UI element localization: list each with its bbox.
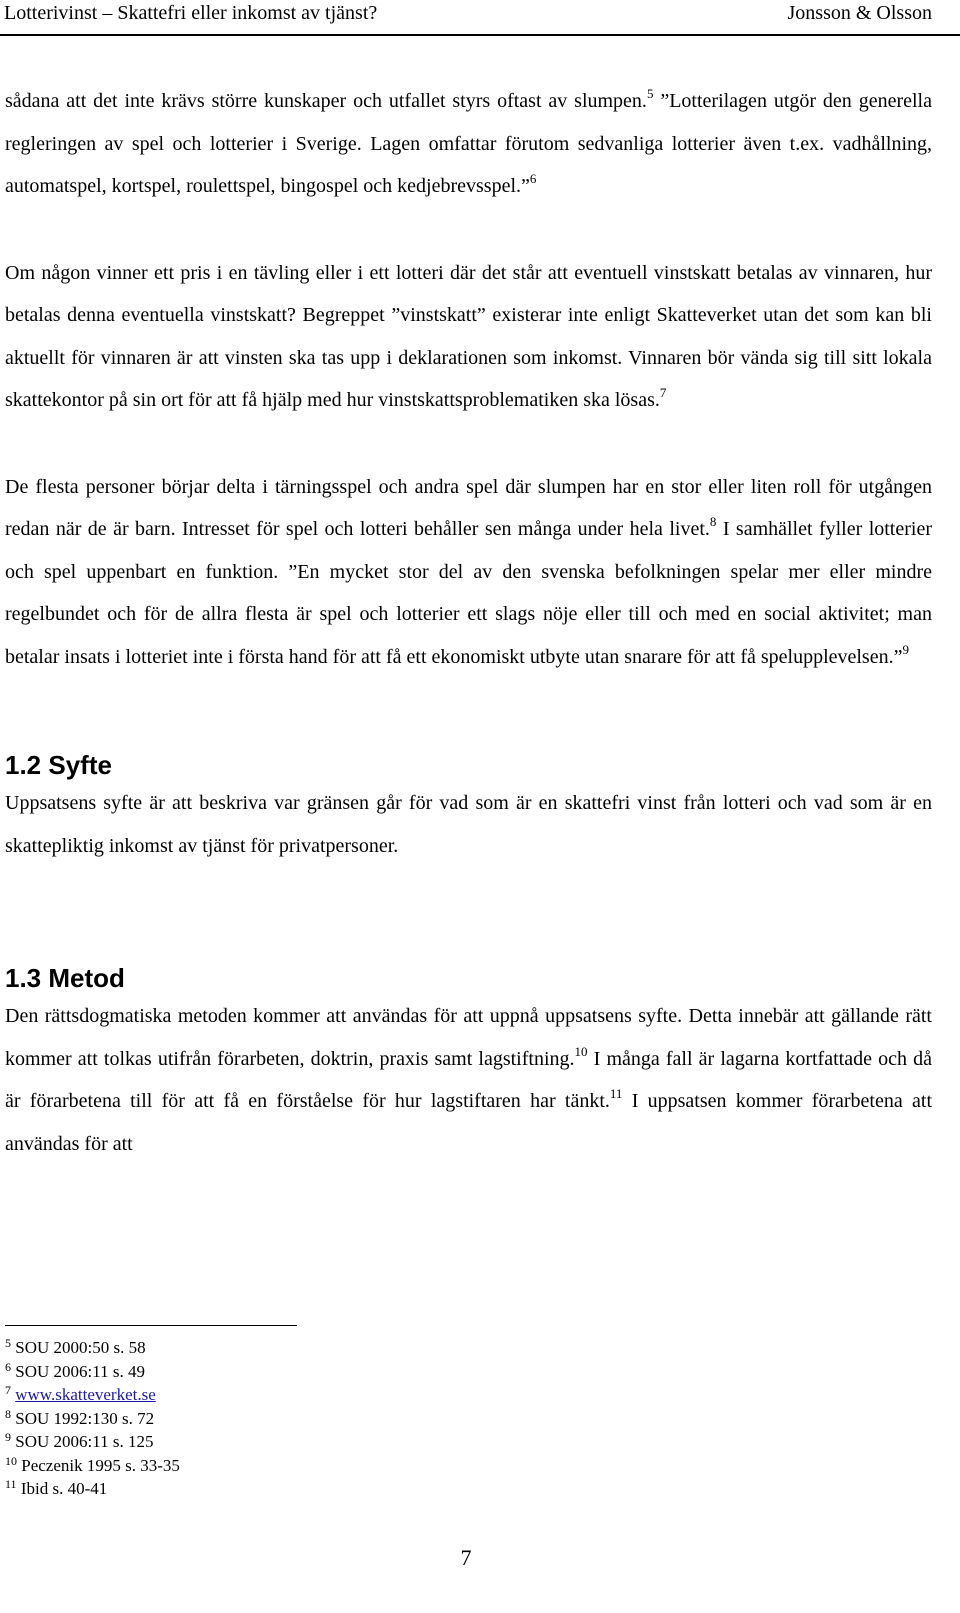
footnote-ref-6[interactable]: 6 [529, 171, 537, 186]
footnote-text: SOU 2006:11 s. 49 [15, 1361, 145, 1381]
footnote-item [5, 1454, 605, 1478]
footnote-link[interactable]: www.skatteverket.se [15, 1385, 156, 1404]
section-heading-metod: 1.3 Metod [5, 963, 125, 993]
footnote-number: 5 [5, 1336, 11, 1350]
paragraph-1 [5, 80, 932, 208]
footnote-text: SOU 1992:130 s. 72 [15, 1408, 155, 1428]
paragraph-3-text-b: I samhället fyller lotterier och spel uppenbart en funktion. ”En mycket stor del av den svenska befolkningen spelar mer eller mindre regelbundet och för de allra flesta är spel och lotterier ett slags nöje eller till och med en social aktivitet; man betalar insats i lotteriet inte i första hand för att få ett ekonomiskt utbyte utan snarare för att få spelupplevelsen.” [5, 518, 932, 668]
paragraph-2 [5, 252, 932, 422]
footnote-number: 10 [5, 1453, 17, 1468]
footnote-number: 6 [5, 1359, 11, 1374]
paragraph-metod-text-a: Den rättsdogmatiska metoden kommer att användas för att uppnå uppsatsens syfte. Detta innebär att gällande rätt kommer att tolkas utifrån förarbeten, doktrin, praxis samt lagstiftning. [5, 1005, 932, 1070]
footnote-number: 9 [5, 1430, 11, 1444]
footnote-number: 11 [5, 1477, 17, 1491]
header-authors: Jonsson & Olsson [787, 2, 932, 24]
footnote-ref-9[interactable]: 9 [902, 641, 909, 657]
header-title: Lotterivinst – Skattefri eller inkomst av tjänst? [4, 2, 378, 24]
footnote-number: 7 [5, 1383, 11, 1397]
footnotes [5, 1336, 605, 1501]
footnote-ref-11[interactable]: 11 [609, 1086, 623, 1101]
paragraph-1-text-b: ”Lotterilagen utgör den generella regleringen av spel och lotterier i Sverige. Lagen omfattar förutom sedvanliga lotterier även t.ex. vadhållning, automatspel, kortspel, roulettspel, bingospel och kedjebrevsspel.” [5, 90, 932, 197]
paragraph-1-text-a: sådana att det inte krävs större kunskaper och utfallet styrs oftast av slumpen. [5, 90, 647, 112]
document-body [5, 80, 932, 1165]
page-number: 7 [460, 1545, 472, 1570]
paragraph-2-text: Om någon vinner ett pris i en tävling eller i ett lotteri där det står att eventuell vinstskatt betalas av vinnaren, hur betalas denna eventuella vinstskatt? Begreppet ”vinstskatt” existerar inte enligt Skatteverket utan det som kan bli aktuellt för vinnaren är att vinsten ska tas upp i deklarationen som inkomst. Vinnaren bör vända sig till sitt lokala skattekontor på sin ort för att få hjälp med hur vinstskattsproblematiken ska lösas. [5, 261, 932, 411]
footnote-text: Ibid s. 40-41 [20, 1479, 108, 1498]
paragraph-metod [5, 995, 932, 1165]
footnote-item [5, 1477, 605, 1501]
paragraph-3-text-a: De flesta personer börjar delta i tärningsspel och andra spel där slumpen har en stor eller liten roll för utgången redan när de är barn. Intresset för spel och lotteri behåller sen många under hela livet. [5, 475, 932, 540]
section-heading-syfte: 1.2 Syfte [5, 750, 112, 780]
paragraph-metod-text-b: I många fall är lagarna kortfattade och då är förarbetena till för att få en förståelse för hur lagstiftaren har tänkt. [5, 1047, 932, 1112]
footnote-item [5, 1336, 605, 1360]
footnote-ref-5[interactable]: 5 [646, 86, 654, 101]
footnote-separator [5, 1325, 297, 1326]
footnote-text: Peczenik 1995 s. 33-35 [21, 1455, 180, 1475]
paragraph-syfte: Uppsatsens syfte är att beskriva var gränsen går för vad som är en skattefri vinst från lotteri och vad som är en skattepliktig inkomst av tjänst för privatpersoner. [5, 792, 932, 857]
page-header [0, 0, 960, 44]
paragraph-3 [5, 466, 932, 679]
footnote-item [5, 1383, 605, 1407]
footnote-item [5, 1430, 605, 1454]
footnote-text: SOU 2006:11 s. 125 [15, 1432, 154, 1451]
footnote-number: 8 [5, 1406, 11, 1421]
footnote-item [5, 1360, 605, 1384]
footnote-item [5, 1407, 605, 1431]
footnote-ref-7[interactable]: 7 [659, 385, 667, 400]
footnote-text: SOU 2000:50 s. 58 [15, 1338, 146, 1357]
paragraph-metod-text-c: I uppsatsen kommer förarbetena att användas för att [5, 1090, 932, 1155]
header-rule [0, 34, 960, 36]
footnote-ref-10[interactable]: 10 [574, 1043, 588, 1059]
footnote-ref-8[interactable]: 8 [709, 514, 717, 529]
